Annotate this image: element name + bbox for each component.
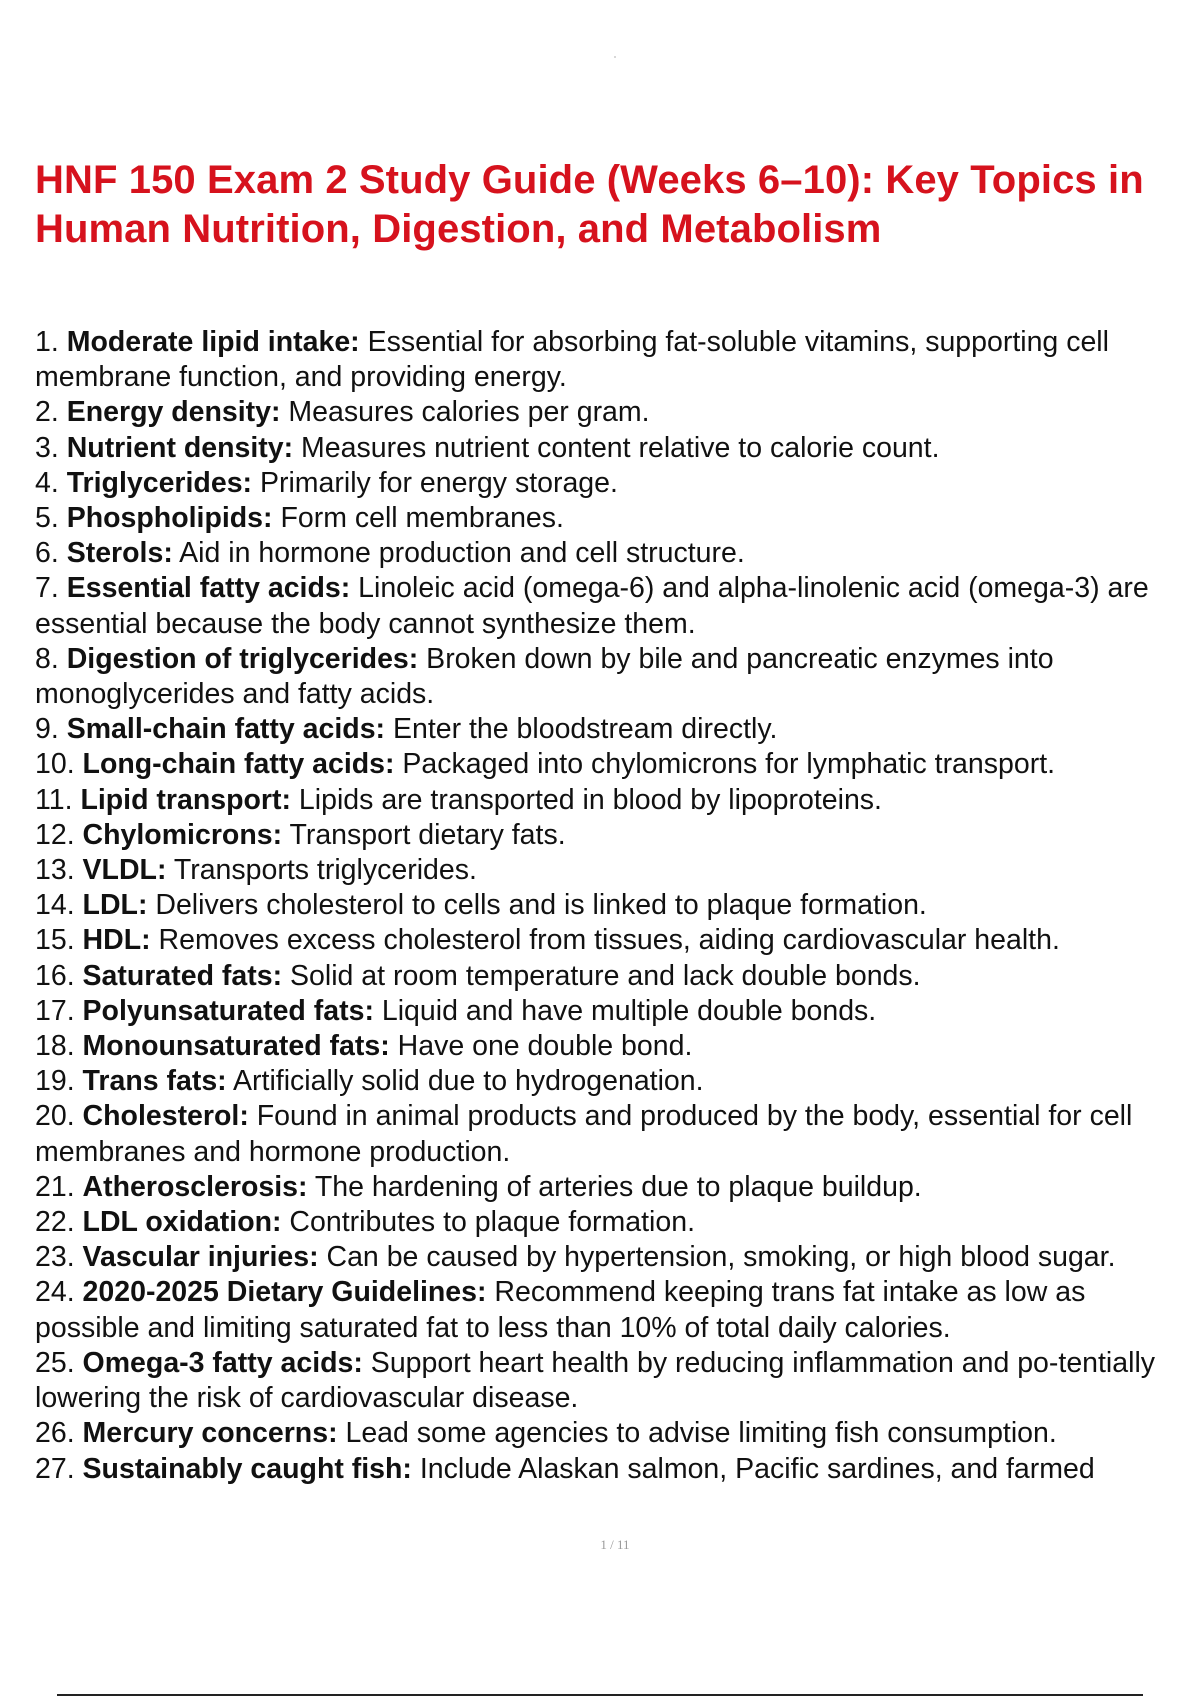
item-description: Lead some agencies to advise limiting fish consumption.: [337, 1417, 1057, 1450]
item-term: Lipid transport:: [80, 783, 292, 816]
item-number: 7.: [35, 572, 59, 605]
item-number: 9.: [35, 713, 59, 746]
item-number: 12.: [35, 818, 75, 851]
item-description: Linoleic acid (omega-6) and alpha-linolenic acid (omega-3) are essential because the body cannot synthesize them.: [35, 572, 1149, 640]
list-item: [35, 536, 1185, 571]
item-description: Essential for absorbing fat-soluble vitamins, supporting cell membrane function, and providing energy.: [35, 326, 1109, 394]
item-number: 5.: [35, 502, 59, 535]
list-item: [35, 1275, 1185, 1345]
item-number: 18.: [35, 1030, 75, 1063]
list-item: [35, 431, 1185, 466]
item-number: 2.: [35, 396, 59, 429]
list-item: [35, 325, 1185, 395]
list-item: [35, 959, 1185, 994]
bottom-divider: [57, 1694, 1143, 1696]
item-term: LDL oxidation:: [82, 1206, 282, 1239]
item-term: Triglycerides:: [66, 466, 253, 499]
item-description: Measures nutrient content relative to calorie count.: [293, 431, 940, 464]
item-term: Phospholipids:: [66, 502, 273, 535]
page-number: 1 / 11: [600, 1537, 630, 1552]
list-item: [35, 501, 1185, 536]
item-number: 21.: [35, 1170, 75, 1203]
item-number: 17.: [35, 994, 75, 1027]
item-term: Sustainably caught fish:: [82, 1452, 412, 1485]
item-description: Lipids are transported in blood by lipoproteins.: [291, 783, 882, 816]
document-title: HNF 150 Exam 2 Study Guide (Weeks 6–10): Key Topics in Human Nutrition, Digestion, and Metabolism: [35, 158, 1144, 251]
list-item: [35, 818, 1185, 853]
item-term: Trans fats:: [82, 1065, 227, 1098]
list-item: [35, 1452, 1185, 1487]
list-item: [35, 712, 1185, 747]
item-description: Aid in hormone production and cell structure.: [172, 537, 745, 570]
list-item: [35, 747, 1185, 782]
list-item: [35, 923, 1185, 958]
item-number: 26.: [35, 1417, 75, 1450]
list-item: [35, 1064, 1185, 1099]
item-description: Can be caused by hypertension, smoking, or high blood sugar.: [318, 1241, 1116, 1274]
item-number: 27.: [35, 1452, 75, 1485]
list-item: [35, 571, 1185, 641]
item-number: 1.: [35, 326, 59, 358]
list-item: [35, 642, 1185, 712]
item-description: Form cell membranes.: [272, 502, 564, 535]
item-term: LDL:: [82, 889, 148, 922]
item-description: Primarily for energy storage.: [252, 466, 618, 499]
item-term: Saturated fats:: [82, 959, 283, 992]
item-term: Vascular injuries:: [82, 1241, 319, 1274]
item-number: 6.: [35, 537, 59, 570]
list-item: [35, 1099, 1185, 1169]
item-number: 25.: [35, 1346, 75, 1379]
list-item: [35, 1240, 1185, 1275]
item-number: 4.: [35, 466, 59, 499]
list-item: [35, 783, 1185, 818]
item-number: 20.: [35, 1100, 75, 1133]
item-term: Mercury concerns:: [82, 1417, 338, 1450]
list-item: [35, 395, 1185, 430]
list-item: [35, 994, 1185, 1029]
item-number: 8.: [35, 642, 59, 675]
list-item: [35, 1205, 1185, 1240]
item-description: Enter the bloodstream directly.: [385, 713, 778, 746]
item-term: Moderate lipid intake:: [66, 326, 360, 358]
item-description: Include Alaskan salmon, Pacific sardines, and farmed: [411, 1452, 1095, 1485]
item-description: Solid at room temperature and lack double bonds.: [282, 959, 921, 992]
item-number: 23.: [35, 1241, 75, 1274]
list-item: [35, 1170, 1185, 1205]
item-number: 24.: [35, 1276, 75, 1309]
item-term: Cholesterol:: [82, 1100, 249, 1133]
item-description: Transports triglycerides.: [166, 854, 477, 887]
item-description: Have one double bond.: [389, 1030, 693, 1063]
item-description: Delivers cholesterol to cells and is linked to plaque formation.: [147, 889, 927, 922]
item-description: Recommend keeping trans fat intake as low as possible and limiting saturated fat to less than 10% of total daily calories.: [35, 1276, 1086, 1344]
scan-speck: [614, 56, 616, 58]
item-description: Packaged into chylomicrons for lymphatic transport.: [394, 748, 1056, 781]
item-term: VLDL:: [82, 854, 167, 887]
item-term: Monounsaturated fats:: [82, 1030, 390, 1063]
item-term: Essential fatty acids:: [66, 572, 351, 605]
list-item: [35, 1416, 1185, 1451]
item-term: Sterols:: [66, 537, 173, 570]
item-number: 14.: [35, 889, 75, 922]
list-item: [35, 888, 1185, 923]
item-term: Digestion of triglycerides:: [66, 642, 419, 675]
item-number: 13.: [35, 854, 75, 887]
item-number: 10.: [35, 748, 75, 781]
item-description: Artificially solid due to hydrogenation.: [226, 1065, 704, 1098]
item-term: HDL:: [82, 924, 151, 957]
item-term: Omega-3 fatty acids:: [82, 1346, 363, 1379]
item-number: 19.: [35, 1065, 75, 1098]
item-term: Chylomicrons:: [82, 818, 283, 851]
item-description: Found in animal products and produced by the body, essential for cell membranes and hormone production.: [35, 1100, 1133, 1168]
item-term: 2020-2025 Dietary Guidelines:: [82, 1276, 487, 1309]
list-item: [35, 1346, 1185, 1416]
list-item: [35, 1029, 1185, 1064]
item-description: Contributes to plaque formation.: [281, 1206, 696, 1239]
item-term: Energy density:: [66, 396, 281, 429]
list-item: [35, 466, 1185, 501]
item-term: Small-chain fatty acids:: [66, 713, 386, 746]
item-description: Removes excess cholesterol from tissues, aiding cardiovascular health.: [150, 924, 1060, 957]
item-term: Long-chain fatty acids:: [82, 748, 395, 781]
item-description: Broken down by bile and pancreatic enzymes into monoglycerides and fatty acids.: [35, 642, 1054, 711]
item-description: Liquid and have multiple double bonds.: [373, 994, 877, 1027]
study-guide-list: [35, 325, 1185, 1487]
item-description: The hardening of arteries due to plaque buildup.: [307, 1170, 922, 1203]
item-number: 16.: [35, 959, 75, 992]
item-term: Polyunsaturated fats:: [82, 994, 374, 1027]
item-description: Measures calories per gram.: [280, 396, 650, 429]
item-number: 3.: [35, 431, 59, 464]
item-term: Atherosclerosis:: [82, 1170, 308, 1203]
item-term: Nutrient density:: [66, 431, 294, 464]
item-number: 22.: [35, 1206, 75, 1239]
item-description: Support heart health by reducing inflammation and po-tentially lowering the risk of cardiovascular disease.: [35, 1346, 1156, 1415]
item-description: Transport dietary fats.: [282, 818, 566, 851]
list-item: [35, 853, 1185, 888]
item-number: 15.: [35, 924, 75, 957]
item-number: 11.: [35, 783, 73, 816]
